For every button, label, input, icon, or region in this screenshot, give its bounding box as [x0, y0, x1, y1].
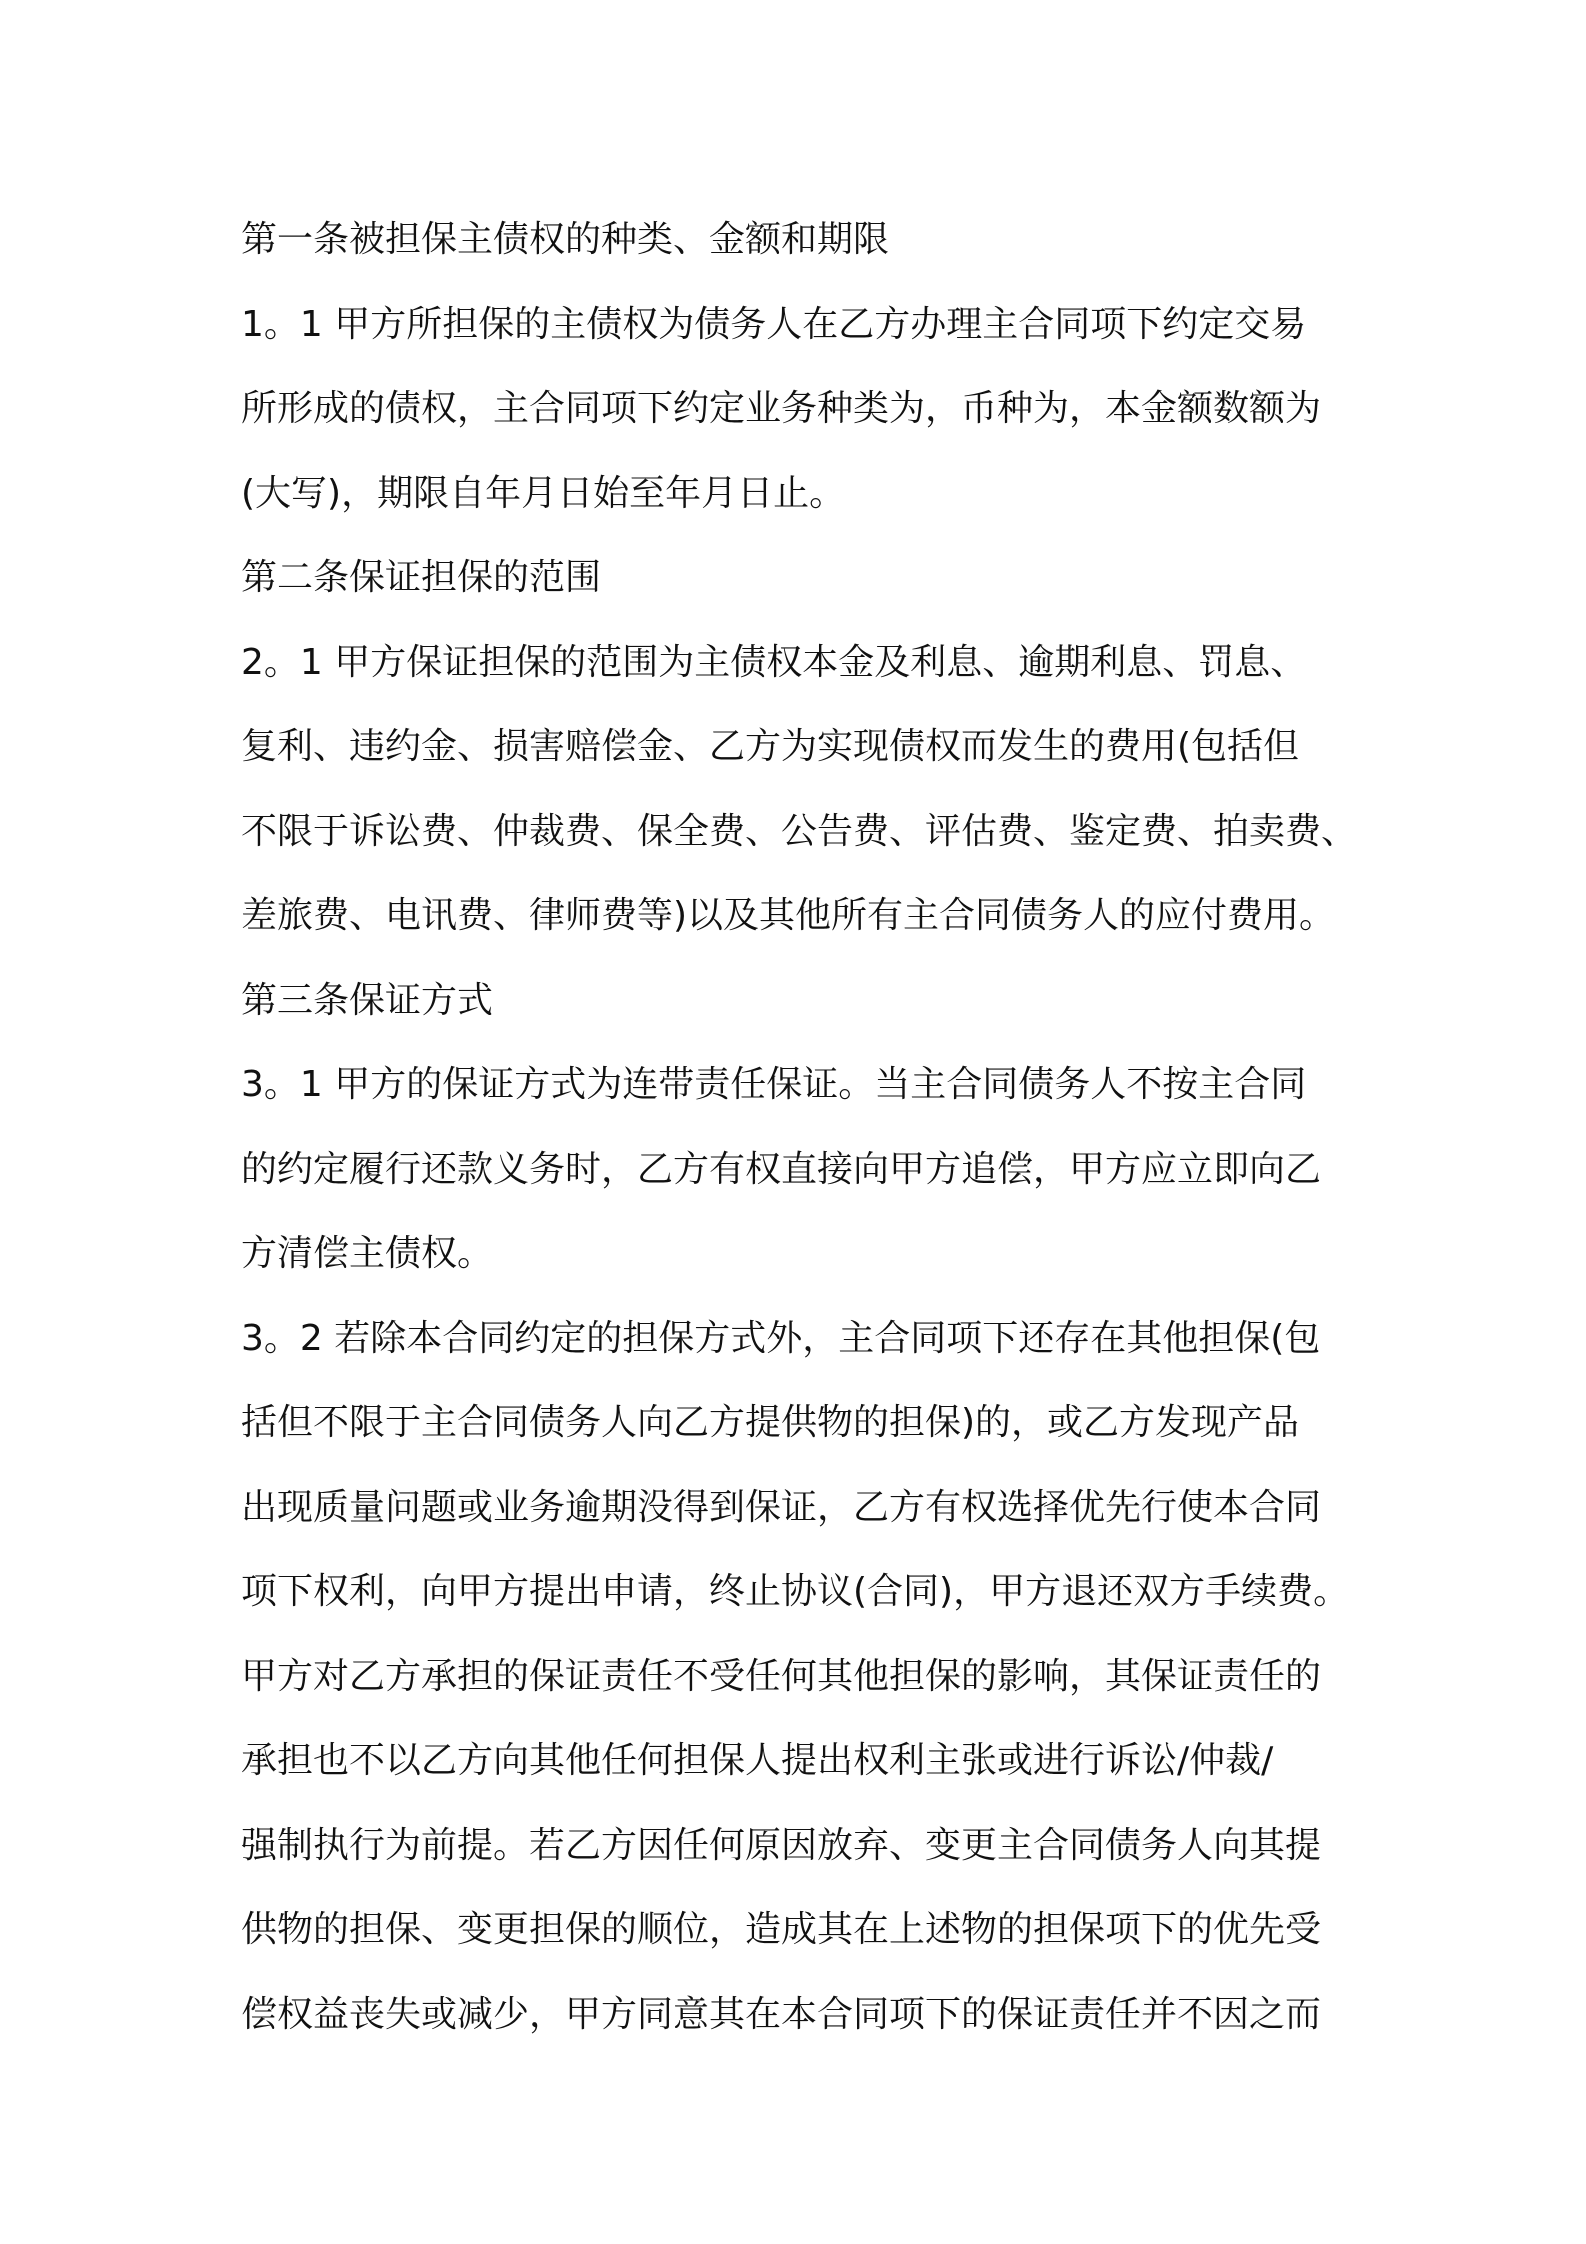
text-line: 括但不限于主合同债务人向乙方提供物的担保)的，或乙方发现产品 [241, 1402, 1300, 1443]
text-line: 不限于诉讼费、仲裁费、保全费、公告费、评估费、鉴定费、拍卖费、 [241, 810, 1358, 852]
heading-article-3: 第三条保证方式 [241, 979, 494, 1021]
text-line: 差旅费、电讯费、律师费等)以及其他所有主合同债务人的应付费用。 [241, 895, 1336, 936]
text-line: 承担也不以乙方向其他任何担保人提出权利主张或进行诉讼/仲裁/ [241, 1740, 1274, 1781]
heading-article-2: 第二条保证担保的范围 [241, 557, 602, 598]
heading-article-1: 第一条被担保主债权的种类、金额和期限 [241, 219, 890, 260]
text-line: 复利、违约金、损害赔偿金、乙方为实现债权而发生的费用(包括但 [241, 726, 1300, 767]
text-line: (大写)，期限自年月日始至年月日止。 [241, 472, 846, 514]
text-line: 偿权益丧失或减少，甲方同意其在本合同项下的保证责任并不因之而 [241, 1993, 1322, 2035]
text-line: 1。1 甲方所担保的主债权为债务人在乙方办理主合同项下约定交易 [241, 303, 1307, 345]
text-line: 所形成的债权，主合同项下约定业务种类为，币种为，本金额数额为 [241, 388, 1322, 429]
document-body [241, 198, 1361, 2057]
text-line: 3。1 甲方的保证方式为连带责任保证。当主合同债务人不按主合同 [241, 1064, 1307, 1105]
text-line: 2。1 甲方保证担保的范围为主债权本金及利息、逾期利息、罚息、 [241, 641, 1307, 683]
text-line: 甲方对乙方承担的保证责任不受任何其他担保的影响，其保证责任的 [241, 1655, 1322, 1697]
text-line: 供物的担保、变更担保的顺位，造成其在上述物的担保项下的优先受 [241, 1909, 1322, 1950]
text-line: 3。2 若除本合同约定的担保方式外，主合同项下还存在其他担保(包 [241, 1317, 1321, 1359]
text-line: 的约定履行还款义务时，乙方有权直接向甲方追偿，甲方应立即向乙 [241, 1148, 1322, 1190]
text-line: 强制执行为前提。若乙方因任何原因放弃、变更主合同债务人向其提 [241, 1824, 1322, 1866]
text-line: 方清偿主债权。 [241, 1233, 494, 1274]
text-line: 出现质量问题或业务逾期没得到保证，乙方有权选择优先行使本合同 [241, 1486, 1322, 1528]
text-line: 项下权利，向甲方提出申请，终止协议(合同)，甲方退还双方手续费。 [241, 1571, 1350, 1612]
